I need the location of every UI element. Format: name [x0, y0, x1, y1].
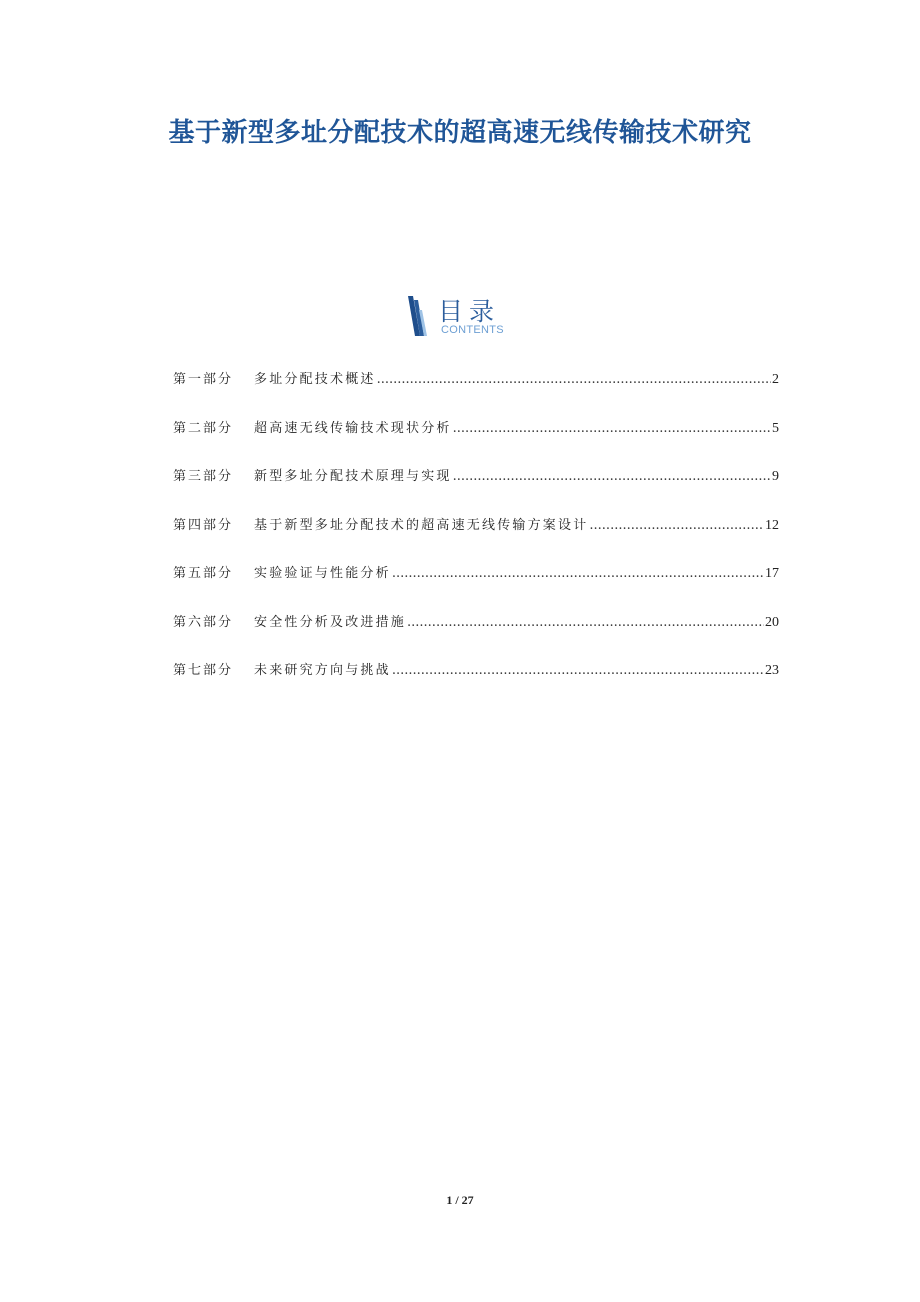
toc-subheading: CONTENTS [441, 324, 504, 336]
document-title: 基于新型多址分配技术的超高速无线传输技术研究 [168, 118, 752, 148]
toc-entry-leader [407, 615, 764, 630]
toc-entry-title: 多址分配技术概述 [254, 372, 376, 387]
toc-entry[interactable] [173, 514, 779, 563]
toc-entry[interactable] [173, 611, 779, 660]
page-number: 1 / 27 [446, 1193, 474, 1207]
toc-entry-leader [453, 469, 771, 484]
toc-entry[interactable] [173, 417, 779, 466]
toc-entry-page: 9 [772, 469, 779, 484]
toc-entry-leader [392, 566, 764, 581]
toc-entry-part: 第七部分 [173, 663, 234, 678]
toc-entry-title: 未来研究方向与挑战 [254, 663, 391, 678]
toc-mark-icon [406, 296, 428, 336]
toc-entry-leader [392, 663, 764, 678]
toc-entry-part: 第三部分 [173, 469, 234, 484]
toc-entry-page: 2 [772, 372, 779, 387]
toc-entry[interactable] [173, 465, 779, 514]
toc-entry[interactable] [173, 562, 779, 611]
toc-entry-part: 第六部分 [173, 614, 234, 630]
toc-entry-leader [377, 372, 771, 387]
toc-entry-page: 23 [765, 663, 779, 678]
toc-entry-page: 20 [765, 614, 779, 630]
toc-entry-part: 第四部分 [173, 517, 234, 533]
toc-list [173, 368, 779, 708]
toc-entry-leader [453, 421, 771, 436]
toc-entry-title: 基于新型多址分配技术的超高速无线传输方案设计 [254, 517, 589, 533]
toc-entry-page: 5 [772, 420, 779, 436]
toc-entry-leader [589, 518, 764, 533]
toc-entry-part: 第一部分 [173, 372, 234, 387]
toc-entry-title: 安全性分析及改进措施 [254, 614, 407, 630]
toc-heading: 目录 [438, 297, 501, 326]
toc-entry-title: 超高速无线传输技术现状分析 [254, 420, 452, 436]
toc-entry-page: 17 [765, 566, 779, 581]
toc-entry[interactable] [173, 659, 779, 708]
toc-entry[interactable] [173, 368, 779, 417]
toc-entry-title: 新型多址分配技术原理与实现 [254, 469, 452, 484]
toc-entry-title: 实验验证与性能分析 [254, 566, 391, 581]
toc-entry-part: 第二部分 [173, 420, 234, 436]
toc-entry-page: 12 [765, 517, 779, 533]
toc-header [406, 292, 526, 342]
toc-entry-part: 第五部分 [173, 566, 234, 581]
